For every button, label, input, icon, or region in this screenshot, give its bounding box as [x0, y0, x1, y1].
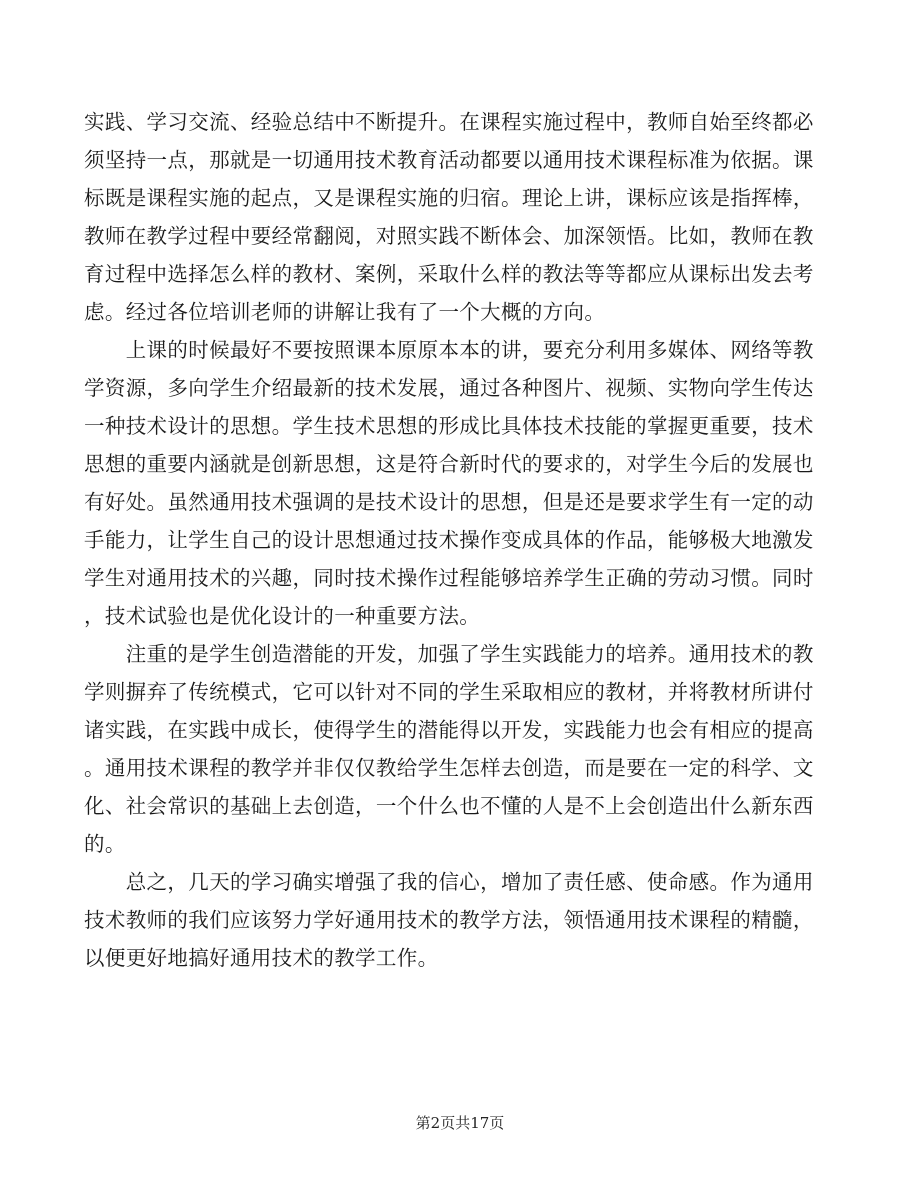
text-line: 的。 — [84, 832, 126, 856]
text-line: 诸实践，在实践中成长，使得学生的潜能得以开发，实践能力也会有相应的提高 — [84, 718, 814, 742]
body-text — [84, 103, 836, 977]
text-line: 学则摒弃了传统模式，它可以针对不同的学生采取相应的教材，并将教材所讲付 — [84, 680, 814, 704]
text-line: 虑。经过各位培训老师的讲解让我有了一个大概的方向。 — [84, 300, 606, 324]
text-line: 育过程中选择怎么样的教材、案例，采取什么样的教法等等都应从课标出发去考 — [84, 262, 814, 286]
text-line: 注重的是学生创造潜能的开发，加强了学生实践能力的培养。通用技术的教 — [84, 642, 814, 666]
text-line: 实践、学习交流、经验总结中不断提升。在课程实施过程中，教师自始至终都必 — [84, 110, 814, 134]
text-line: 学资源，多向学生介绍最新的技术发展，通过各种图片、视频、实物向学生传达 — [84, 376, 814, 400]
text-line: 学生对通用技术的兴趣，同时技术操作过程能够培养学生正确的劳动习惯。同时 — [84, 566, 814, 590]
text-line: 须坚持一点，那就是一切通用技术教育活动都要以通用技术课程标准为依据。课 — [84, 148, 814, 172]
text-line: 手能力，让学生自己的设计思想通过技术操作变成具体的作品，能够极大地激发 — [84, 528, 814, 552]
page-number: 第2页共17页 — [415, 1114, 505, 1132]
text-line: 上课的时候最好不要按照课本原原本本的讲，要充分利用多媒体、网络等教 — [84, 338, 814, 362]
text-line: 化、社会常识的基础上去创造，一个什么也不懂的人是不上会创造出什么新东西 — [84, 794, 814, 818]
text-line: 。通用技术课程的教学并非仅仅教给学生怎样去创造，而是要在一定的科学、文 — [84, 756, 814, 780]
text-line: 标既是课程实施的起点，又是课程实施的归宿。理论上讲，课标应该是指挥棒， — [84, 186, 814, 210]
text-line: 以便更好地搞好通用技术的教学工作。 — [84, 946, 439, 970]
text-line: 总之，几天的学习确实增强了我的信心，增加了责任感、使命感。作为通用 — [84, 870, 814, 894]
text-line: 思想的重要内涵就是创新思想，这是符合新时代的要求的，对学生今后的发展也 — [84, 452, 814, 476]
text-line: 有好处。虽然通用技术强调的是技术设计的思想，但是还是要求学生有一定的动 — [84, 490, 814, 514]
text-line: 教师在教学过程中要经常翻阅，对照实践不断体会、加深领悟。比如，教师在教 — [84, 224, 814, 248]
text-line: ，技术试验也是优化设计的一种重要方法。 — [84, 604, 481, 628]
text-line: 技术教师的我们应该努力学好通用技术的教学方法，领悟通用技术课程的精髓， — [84, 908, 814, 932]
text-line: 一种技术设计的思想。学生技术思想的形成比具体技术技能的掌握更重要，技术 — [84, 414, 814, 438]
